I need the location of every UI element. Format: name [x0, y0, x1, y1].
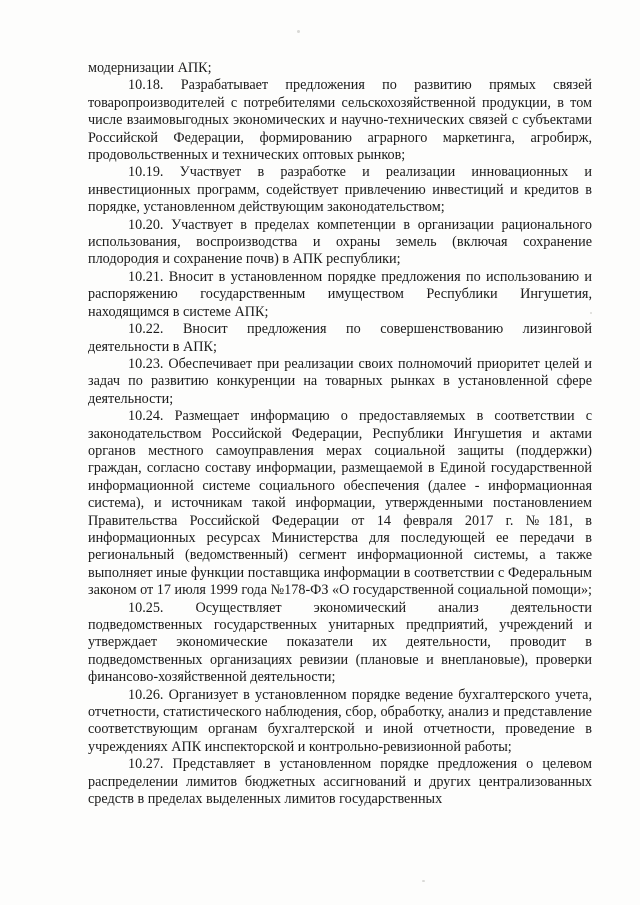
paragraph-10-27: 10.27. Представляет в установленном порядке предложения о целевом распределении лимитов бюджетных ассигнований и других централизованных средств в пределах выделенных лимитов государственных — [88, 756, 592, 808]
paragraph-10-24: 10.24. Размещает информацию о предоставляемых в соответствии с законодательством Российской Федерации, Республики Ингушетия и актами органов местного самоуправления мерах социальной защиты (поддержки) граждан, согласно составу информации, размещаемой в Единой государственной информационной системе социального обеспечения (далее - информационная система), и источникам такой информации, утвержденными постановлением Правительства Российской Федерации от 14 февраля 2017 г. №181, в информационных ресурсах Министерства для последующей ее передачи в региональный (ведомственный) сегмент информационной системы, а также выполняет иные функции поставщика информации в соответствии с Федеральным законом от 17 июля 1999 года №178-ФЗ «О государственной социальной помощи»; — [88, 408, 592, 599]
scan-speck — [297, 30, 300, 33]
paragraph-10-26: 10.26. Организует в установленном порядке ведение бухгалтерского учета, отчетности, статистического наблюдения, сбор, обработку, анализ и представление соответствующим органам бухгалтерской и иной отчетности, проведение в учреждениях АПК инспекторской и контрольно-ревизионной работы; — [88, 686, 592, 755]
paragraph-continuation: модернизации АПК; — [88, 60, 212, 76]
scan-speck — [422, 880, 425, 882]
paragraph-10-21: 10.21. Вносит в установленном порядке предложения по использованию и распоряжению государственным имуществом Республики Ингушетия, находящимся в системе АПК; — [88, 268, 592, 320]
paragraph-10-23: 10.23. Обеспечивает при реализации своих полномочий приоритет целей и задач по развитию конкуренции на товарных рынках в установленной сфере деятельности; — [88, 355, 592, 407]
paragraph-10-22: 10.22. Вносит предложения по совершенствованию лизинговой деятельности в АПК; — [88, 321, 592, 355]
paragraph-10-18: 10.18. Разрабатывает предложения по развитию прямых связей товаропроизводителей с потребителями сельскохозяйственной продукции, в том числе взаимовыгодных экономических и научно-технических связей с субъектами Российской Федерации, формированию аграрного маркетинга, агробирж, продовольственных и технических оптовых рынков; — [88, 77, 592, 164]
paragraph-10-20: 10.20. Участвует в пределах компетенции в организации рационального использования, воспроизводства и охраны земель (включая сохранение плодородия и сохранение почв) в АПК республики; — [88, 216, 592, 268]
paragraph-10-19: 10.19. Участвует в разработке и реализации инновационных и инвестиционных программ, содействует привлечению инвестиций и кредитов в порядке, установленном действующим законодательством; — [88, 164, 592, 216]
document-body — [88, 60, 592, 808]
paragraph-10-25: 10.25. Осуществляет экономический анализ деятельности подведомственных государственных унитарных предприятий, учреждений и утверждает экономические показатели их деятельности, проводит в подведомственных организациях ревизии (плановые и внеплановые), проверки финансово-хозяйственной деятельности; — [88, 599, 592, 686]
